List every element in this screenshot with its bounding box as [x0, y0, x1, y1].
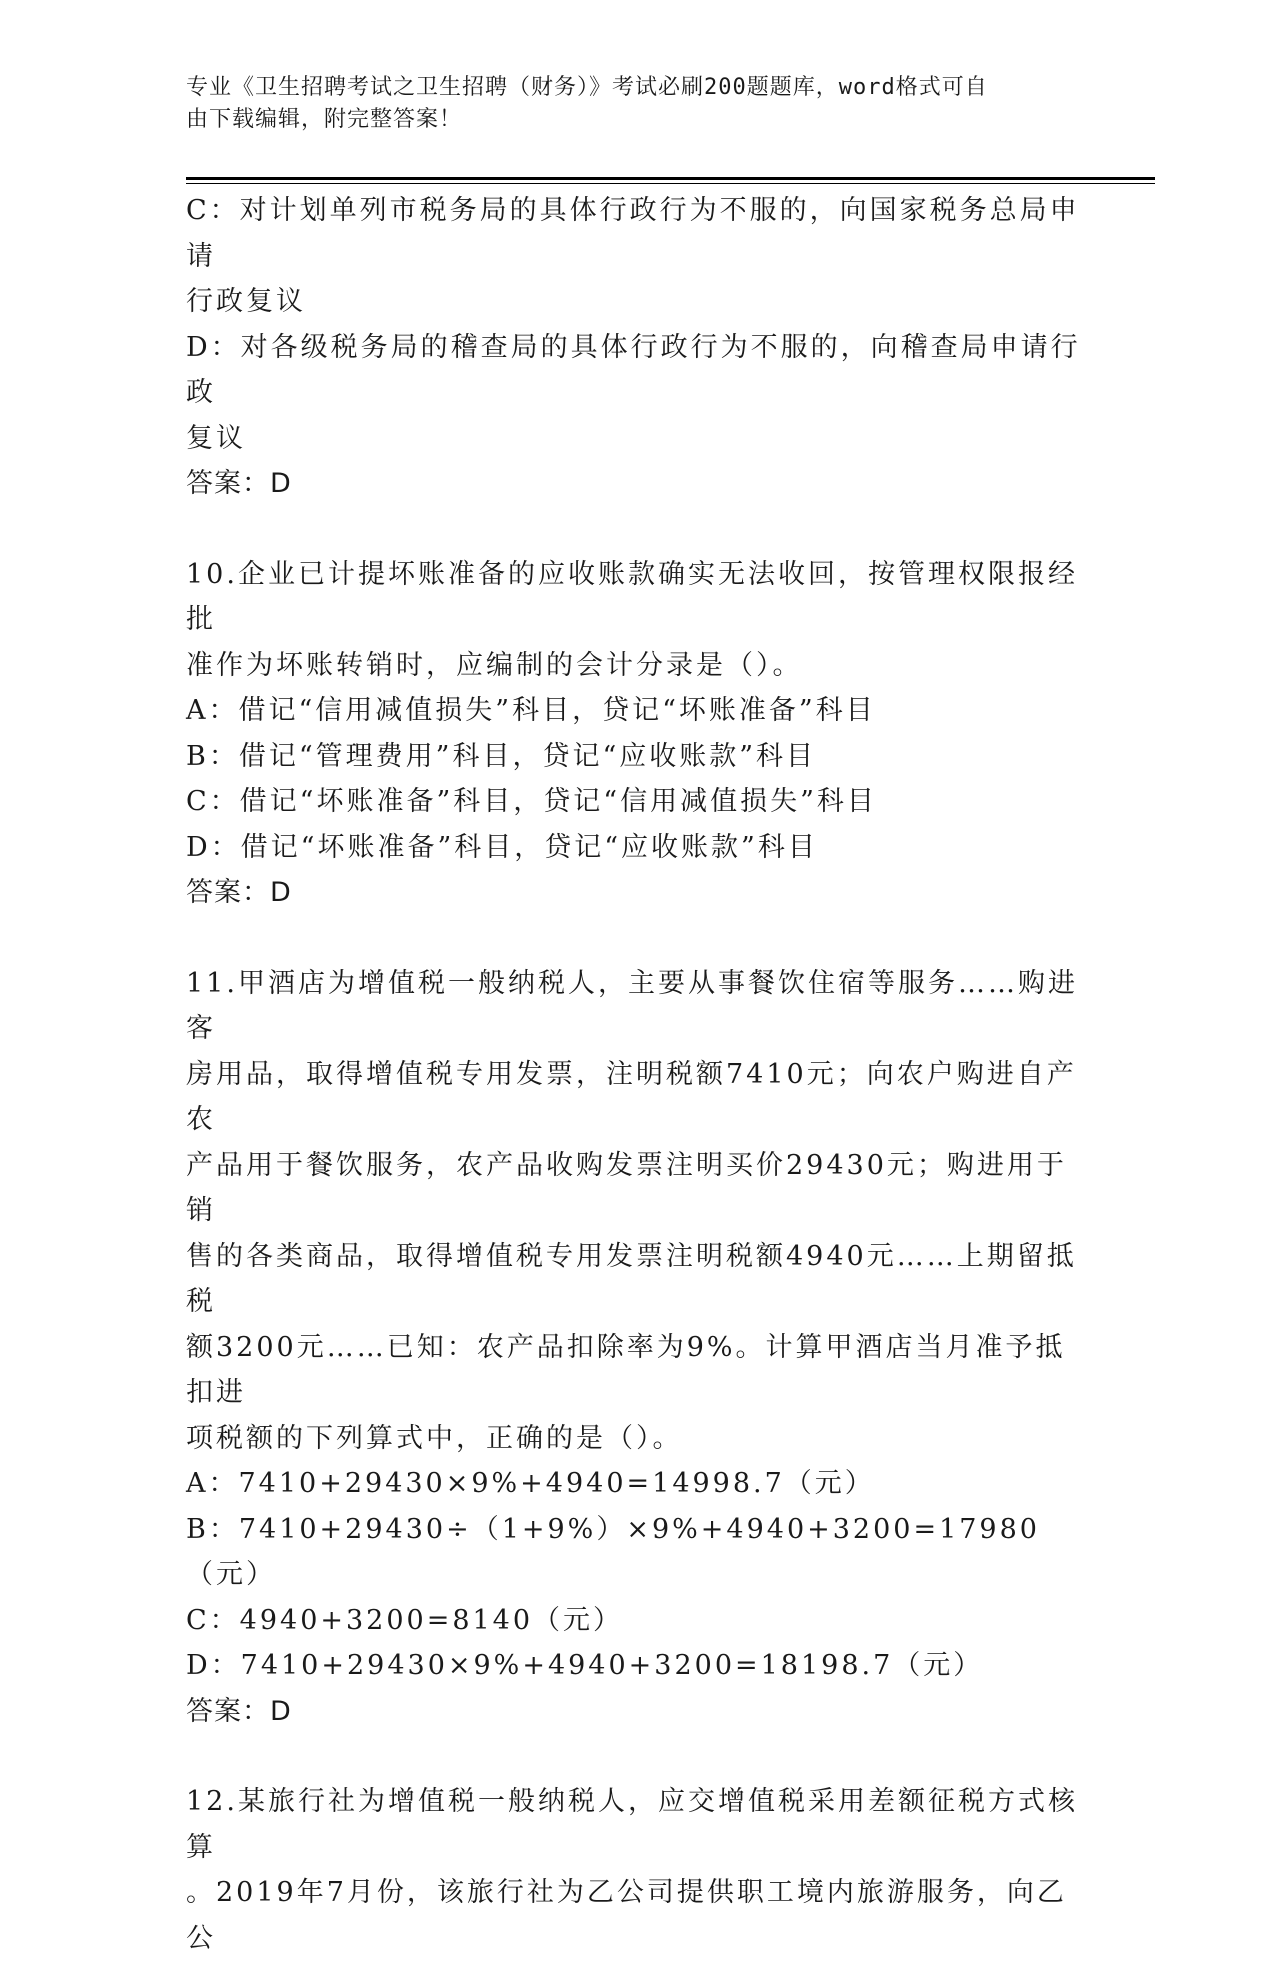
question-stem-line-6: 项税额的下列算式中，正确的是（）。 — [186, 1422, 683, 1454]
option-c-line-1: C：对计划单列市税务局的具体行政行为不服的，向国家税务总局申请 — [186, 195, 1080, 272]
option-b: B：借记“管理费用”科目，贷记“应收账款”科目 — [186, 740, 817, 772]
header-line-1: 专业《卫生招聘考试之卫生招聘（财务）》考试必刷200题题库，word格式可自 — [186, 75, 988, 100]
option-d: D：借记“坏账准备”科目，贷记“应收账款”科目 — [186, 831, 818, 863]
spacer — [186, 1734, 1086, 1779]
option-c: C：4940+3200=8140（元） — [186, 1604, 624, 1636]
question-12 — [186, 1779, 1086, 1961]
spacer — [186, 916, 1086, 961]
header-rule-thick — [186, 177, 1155, 180]
question-10 — [186, 552, 1086, 916]
question-stem-line-5: 额3200元……已知：农产品扣除率为9%。计算甲酒店当月准予抵扣进 — [186, 1331, 1066, 1408]
question-stem-line-4: 售的各类商品，取得增值税专用发票注明税额4940元……上期留抵税 — [186, 1240, 1077, 1317]
prev-question — [186, 188, 1086, 507]
answer: 答案：D — [186, 1695, 292, 1727]
page-header — [186, 72, 1066, 136]
question-11 — [186, 961, 1086, 1735]
question-stem-line-1: 12.某旅行社为增值税一般纳税人，应交增值税采用差额征税方式核算 — [186, 1786, 1078, 1863]
question-stem-line-2: 准作为坏账转销时，应编制的会计分录是（）。 — [186, 649, 803, 681]
option-a: A：7410+29430×9%+4940=14998.7（元） — [186, 1468, 875, 1499]
question-stem-line-2: 房用品，取得增值税专用发票，注明税额7410元；向农户购进自产农 — [186, 1058, 1077, 1135]
document-body — [186, 188, 1086, 1961]
option-d-line-2: 复议 — [186, 422, 246, 454]
question-stem-line-2: 。2019年7月份，该旅行社为乙公司提供职工境内旅游服务，向乙公 — [186, 1877, 1067, 1954]
option-c-line-2: 行政复议 — [186, 286, 306, 317]
option-a: A：借记“信用减值损失”科目，贷记“坏账准备”科目 — [186, 695, 876, 726]
option-b: B：7410+29430÷（1+9%）×9%+4940+3200=17980（元） — [186, 1513, 1040, 1590]
answer: 答案：D — [186, 468, 292, 499]
question-stem-line-1: 10.企业已计提坏账准备的应收账款确实无法收回，按管理权限报经批 — [186, 558, 1078, 635]
option-d: D：7410+29430×9%+4940+3200=18198.7（元） — [186, 1650, 984, 1681]
option-d-line-1: D：对各级税务局的稽查局的具体行政行为不服的，向稽查局申请行政 — [186, 331, 1081, 408]
header-line-2: 由下载编辑，附完整答案！ — [186, 107, 463, 132]
question-stem-line-1: 11.甲酒店为增值税一般纳税人，主要从事餐饮住宿等服务……购进客 — [186, 967, 1078, 1044]
question-stem-line-3: 产品用于餐饮服务，农产品收购发票注明买价29430元；购进用于销 — [186, 1149, 1067, 1226]
option-c: C：借记“坏账准备”科目，贷记“信用减值损失”科目 — [186, 786, 877, 817]
spacer — [186, 507, 1086, 552]
header-rule-thin — [186, 183, 1155, 184]
answer: 答案：D — [186, 877, 292, 908]
